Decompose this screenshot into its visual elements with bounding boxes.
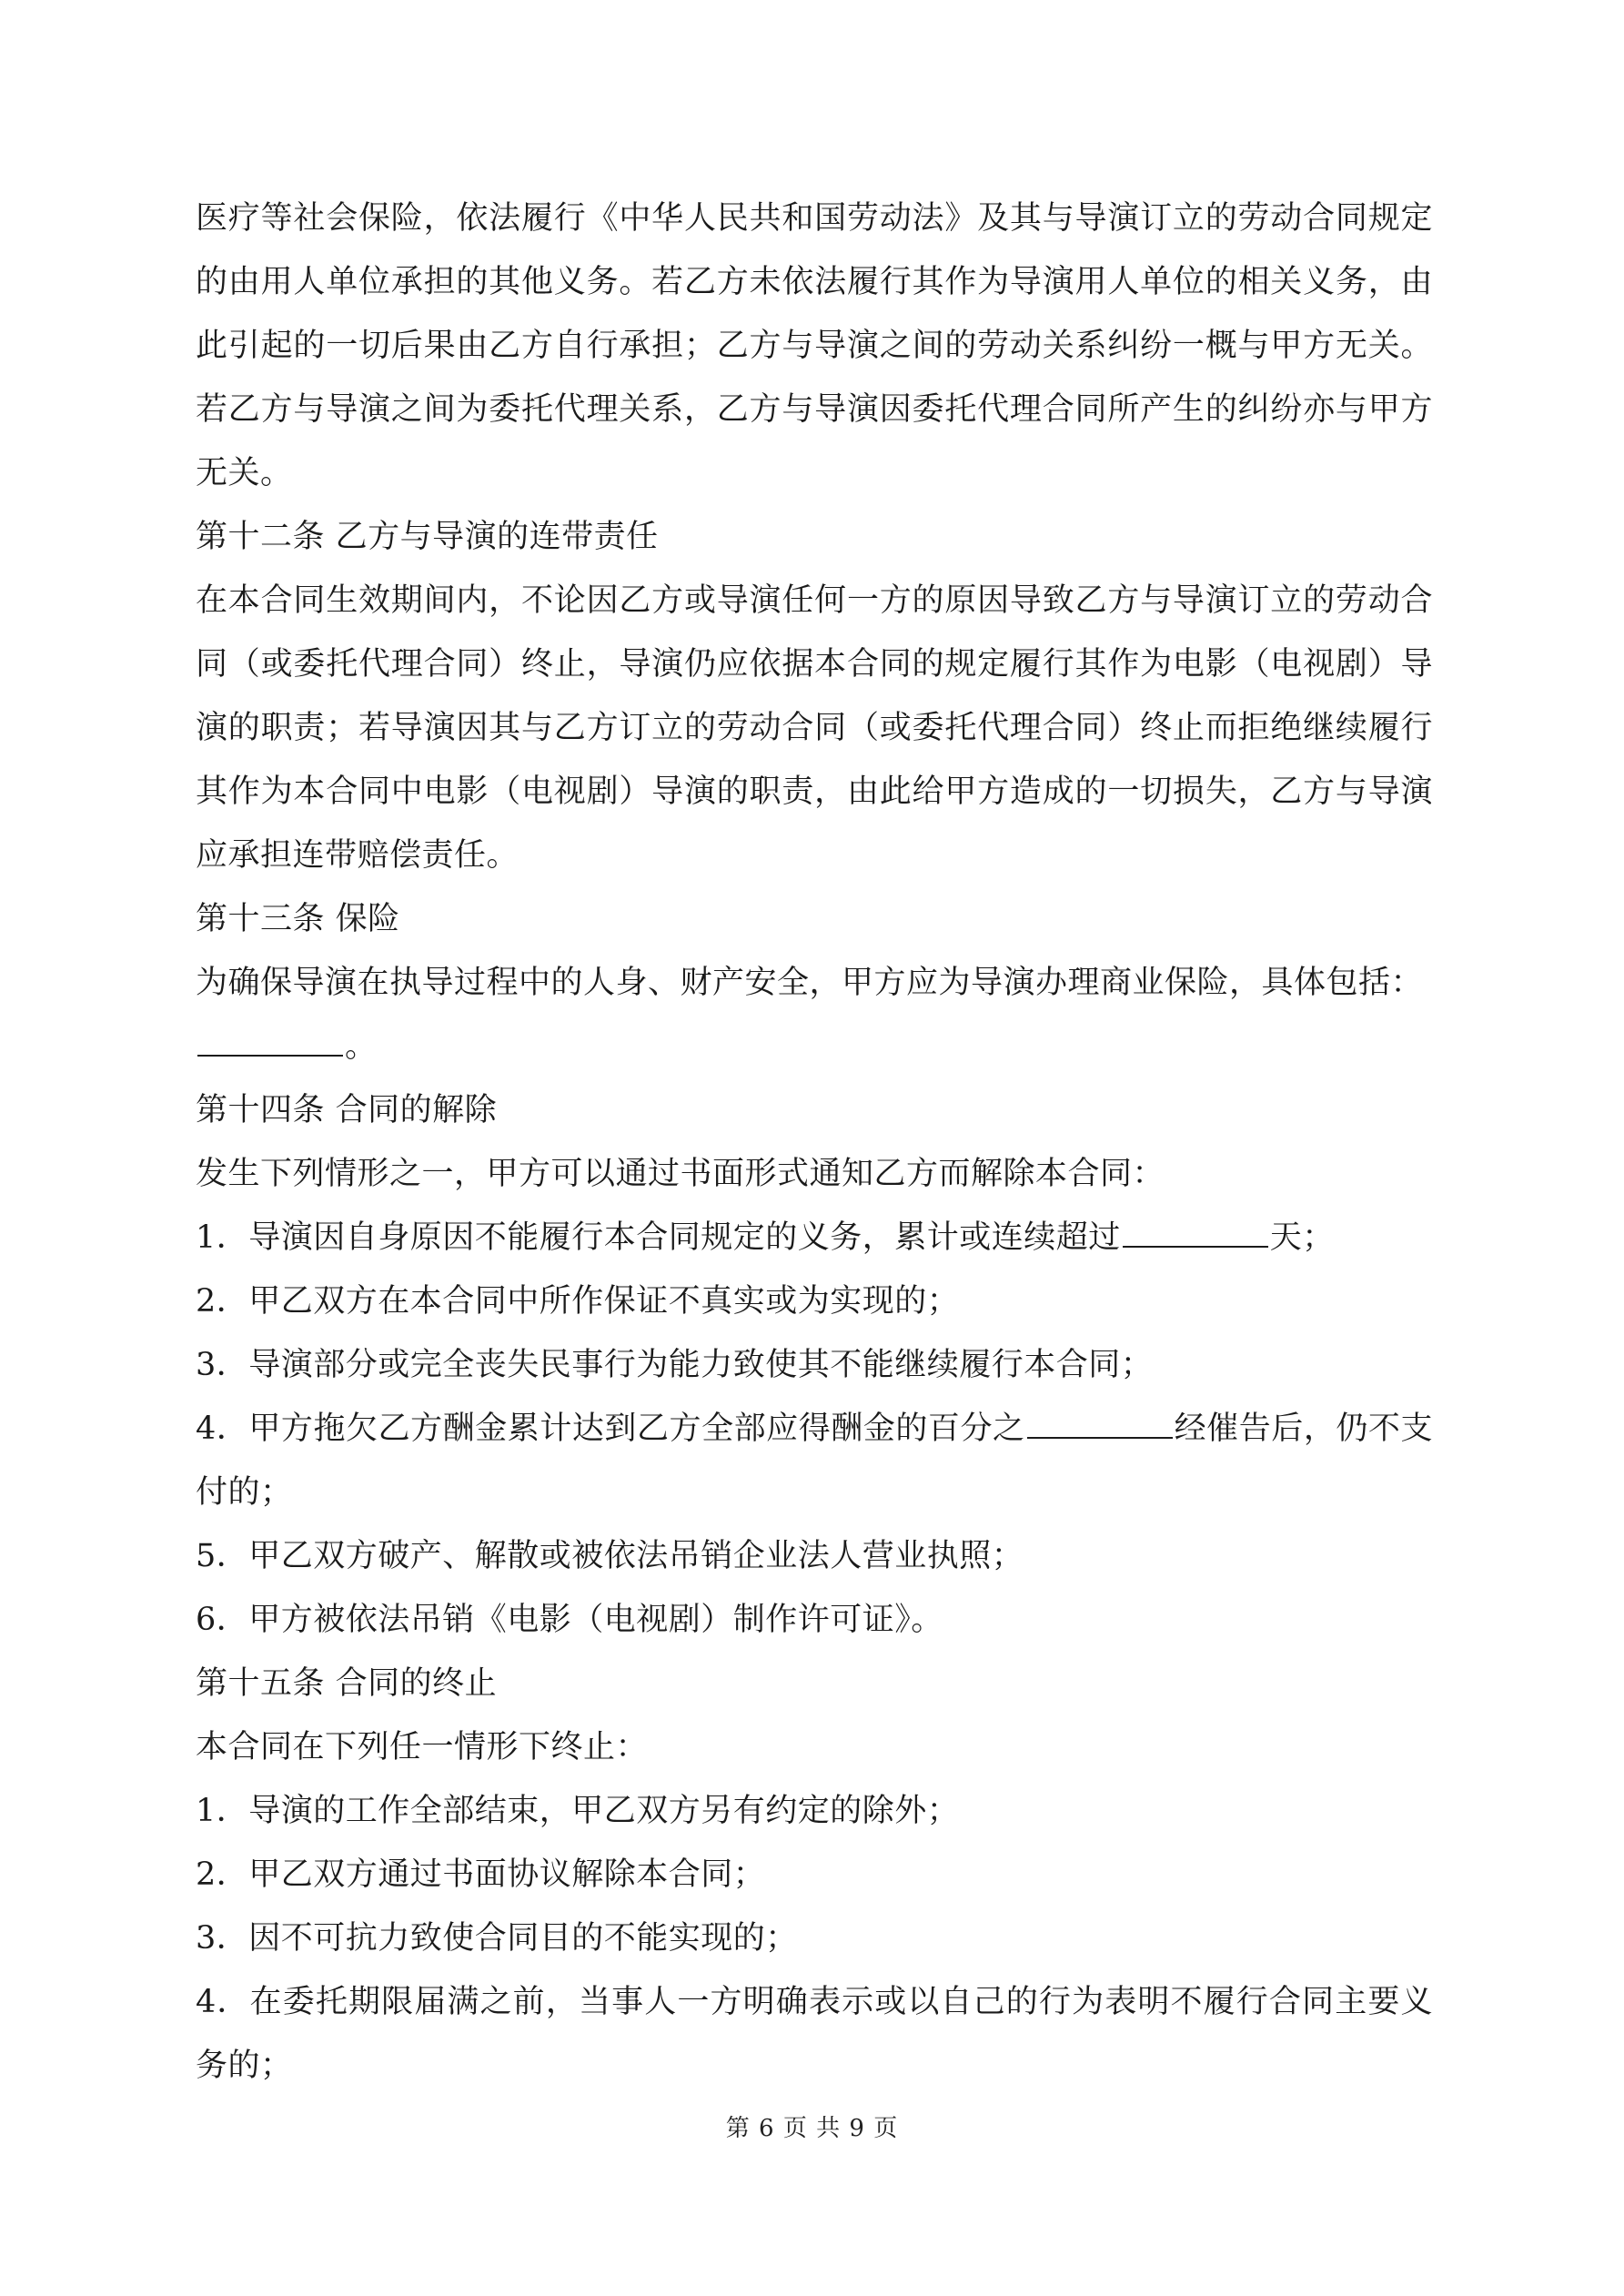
paragraph-line: 在本合同生效期间内，不论因乙方或导演任何一方的原因导致乙方与导演订立的劳动合 — [196, 582, 1433, 619]
paragraph-line: 发生下列情形之一，甲方可以通过书面形式通知乙方而解除本合同： — [196, 1156, 1165, 1192]
paragraph-line: 若乙方与导演之间为委托代理关系，乙方与导演因委托代理合同所产生的纠纷亦与甲方 — [196, 391, 1433, 428]
list-item — [196, 1397, 1433, 1461]
paragraph-line: 应承担连带赔偿责任。 — [196, 837, 519, 874]
paragraph-line: 的由用人单位承担的其他义务。若乙方未依法履行其作为导演用人单位的相关义务，由 — [196, 264, 1433, 300]
blank-suffix: 。 — [345, 1028, 378, 1065]
paragraph-line: 其作为本合同中电影（电视剧）导演的职责，由此给甲方造成的一切损失，乙方与导演 — [196, 774, 1433, 810]
list-item: 务的； — [196, 2048, 293, 2084]
article-14-heading: 第十四条 合同的解除 — [196, 1092, 498, 1128]
fill-in-blank — [1027, 1410, 1173, 1439]
paragraph-line: 同（或委托代理合同）终止，导演仍应依据本合同的规定履行其作为电影（电视剧）导 — [196, 646, 1433, 683]
list-item: 3．导演部分或完全丧失民事行为能力致使其不能继续履行本合同； — [196, 1347, 1154, 1383]
paragraph-line: 无关。 — [196, 455, 293, 491]
list-item-text: 1．导演因自身原因不能履行本合同规定的义务，累计或连续超过 — [196, 1219, 1121, 1256]
list-item: 付的； — [196, 1474, 293, 1511]
paragraph-line: 医疗等社会保险，依法履行《中华人民共和国劳动法》及其与导演订立的劳动合同规定 — [196, 200, 1433, 237]
document-page — [196, 187, 1433, 2098]
list-item: 6．甲方被依法吊销《电影（电视剧）制作许可证》。 — [196, 1602, 943, 1638]
list-item: 4．在委托期限届满之前，当事人一方明确表示或以自己的行为表明不履行合同主要义 — [196, 1984, 1433, 2020]
article-13-heading: 第十三条 保险 — [196, 901, 400, 937]
fill-in-line — [196, 1015, 1433, 1078]
paragraph-line: 为确保导演在执导过程中的人身、财产安全，甲方应为导演办理商业保险，具体包括： — [196, 965, 1424, 1001]
list-item: 2．甲乙双方通过书面协议解除本合同； — [196, 1856, 766, 1893]
paragraph-line: 本合同在下列任一情形下终止： — [196, 1729, 649, 1765]
fill-in-blank — [1123, 1219, 1268, 1248]
list-item — [196, 1206, 1433, 1269]
list-item: 3．因不可抗力致使合同目的不能实现的； — [196, 1920, 798, 1957]
list-item: 2．甲乙双方在本合同中所作保证不真实或为实现的； — [196, 1283, 960, 1320]
article-12-heading: 第十二条 乙方与导演的连带责任 — [196, 519, 659, 555]
list-item-text: 4．甲方拖欠乙方酬金累计达到乙方全部应得酬金的百分之 — [196, 1411, 1025, 1447]
paragraph-line: 此引起的一切后果由乙方自行承担；乙方与导演之间的劳动关系纠纷一概与甲方无关。 — [196, 328, 1433, 364]
list-item: 5．甲乙双方破产、解散或被依法吊销企业法人营业执照； — [196, 1538, 1024, 1574]
fill-in-blank — [197, 1027, 343, 1057]
page-number-footer: 第 6 页 共 9 页 — [725, 2115, 899, 2142]
list-item-text: 天； — [1269, 1219, 1335, 1256]
article-15-heading: 第十五条 合同的终止 — [196, 1665, 498, 1702]
list-item: 1．导演的工作全部结束，甲乙双方另有约定的除外； — [196, 1793, 960, 1829]
list-item-text: 经催告后，仍不支 — [1174, 1411, 1433, 1447]
paragraph-line: 演的职责；若导演因其与乙方订立的劳动合同（或委托代理合同）终止而拒绝继续履行 — [196, 710, 1433, 746]
